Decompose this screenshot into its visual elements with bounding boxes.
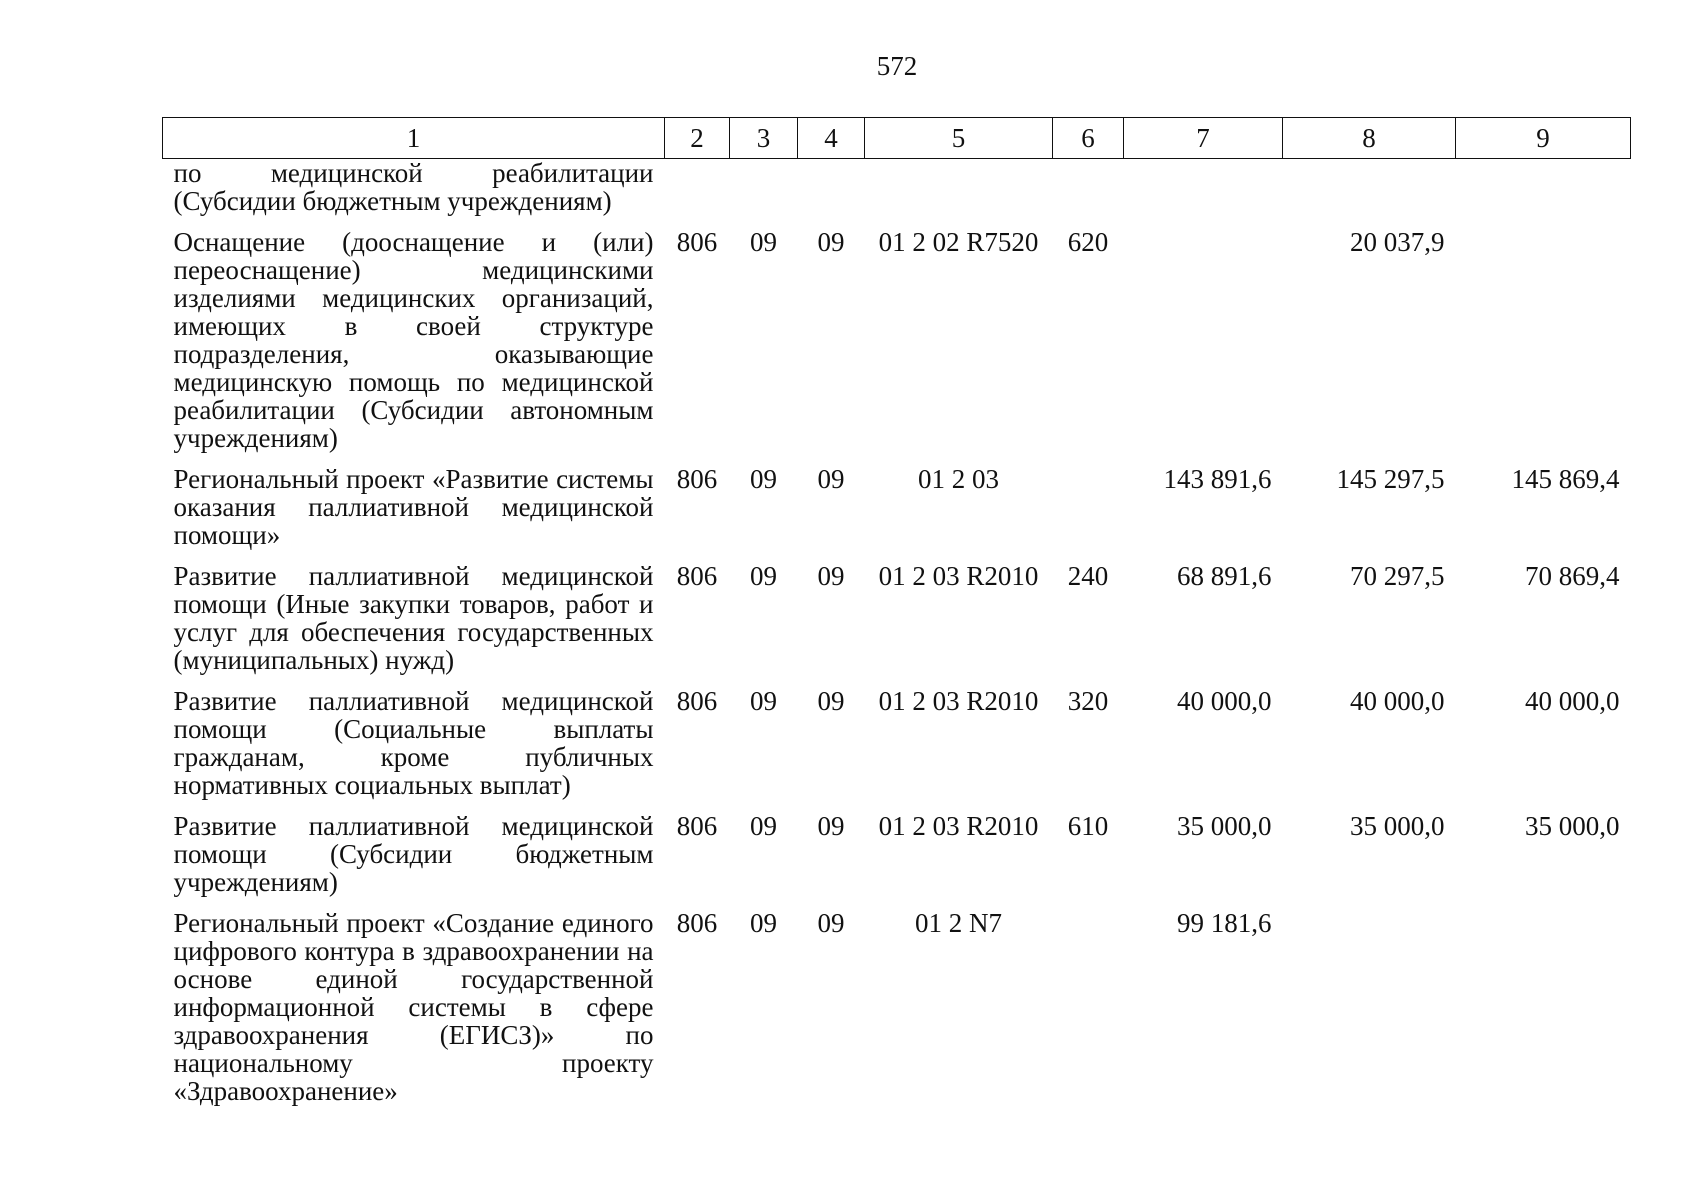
row-description: Региональный проект «Развитие системы оказания паллиативной медицинской помощи» [173,464,654,550]
cell-target-article: 01 2 02 R7520 [878,227,1039,257]
cell-section: 09 [750,686,777,716]
cell-amount-8: 70 297,5 [1350,561,1445,591]
row-description: по медицинской реабилитации (Субсидии бюджетным учреждениям) [173,158,654,216]
cell-ministry: 806 [676,908,718,938]
cell-expense-type: 620 [1067,227,1109,257]
row-description: Развитие паллиативной медицинской помощи (Иные закупки товаров, работ и услуг для обеспечения государственных (муниципальных) нужд) [173,561,654,675]
column-header-2: 2 [665,118,730,159]
row-description: Развитие паллиативной медицинской помощи (Социальные выплаты гражданам, кроме публичных нормативных социальных выплат) [173,686,654,800]
column-header-8: 8 [1283,118,1456,159]
page-number: 572 [876,51,918,81]
cell-target-article [865,159,1053,229]
column-header-3: 3 [730,118,798,159]
cell-subsection: 09 [817,686,845,716]
cell-target-article: 01 2 03 R2010 [878,561,1039,591]
table-row [163,687,1631,812]
cell-target-article: 01 2 03 R2010 [878,686,1039,716]
cell-ministry: 806 [676,561,718,591]
budget-table [162,117,1631,1118]
cell-amount-7 [1124,159,1283,229]
cell-amount-7: 99 181,6 [1177,908,1272,938]
cell-amount-8: 40 000,0 [1350,686,1445,716]
cell-target-article: 01 2 03 [918,464,999,494]
cell-subsection: 09 [817,811,845,841]
cell-section: 09 [750,908,777,938]
table-header [163,118,1631,159]
cell-amount-9 [1456,228,1631,465]
cell-target-article: 01 2 03 R2010 [878,811,1039,841]
cell-amount-7 [1124,228,1283,465]
cell-amount-7: 143 891,6 [1163,464,1272,494]
cell-subsection [798,159,865,229]
table-row [163,159,1631,229]
cell-subsection: 09 [817,908,845,938]
cell-subsection: 09 [817,561,845,591]
cell-amount-8: 35 000,0 [1350,811,1445,841]
cell-section: 09 [750,811,777,841]
cell-section: 09 [750,561,777,591]
row-description: Региональный проект «Создание единого цифрового контура в здравоохранении на основе единой государственной информационной системы в сфере здравоохранения (ЕГИСЗ)» по национальному проекту «Здравоохранение» [173,908,654,1106]
column-header-9: 9 [1456,118,1631,159]
table-row [163,228,1631,465]
cell-subsection: 09 [817,227,845,257]
cell-ministry: 806 [676,464,718,494]
cell-amount-8 [1283,909,1456,1118]
cell-amount-9: 35 000,0 [1525,811,1620,841]
cell-ministry [665,159,730,229]
cell-expense-type [1053,465,1124,562]
cell-ministry: 806 [676,227,718,257]
cell-subsection: 09 [817,464,845,494]
cell-ministry: 806 [676,686,718,716]
column-header-4: 4 [798,118,865,159]
cell-amount-8 [1283,159,1456,229]
cell-amount-7: 68 891,6 [1177,561,1272,591]
column-header-5: 5 [865,118,1053,159]
cell-amount-8: 20 037,9 [1350,227,1445,257]
table-row [163,909,1631,1118]
cell-amount-8: 145 297,5 [1336,464,1445,494]
table-body [163,159,1631,1119]
cell-section [730,159,798,229]
table-row [163,562,1631,687]
cell-amount-9: 145 869,4 [1511,464,1620,494]
cell-ministry: 806 [676,811,718,841]
cell-expense-type [1053,159,1124,229]
cell-amount-7: 35 000,0 [1177,811,1272,841]
column-header-6: 6 [1053,118,1124,159]
cell-expense-type: 610 [1067,811,1109,841]
cell-amount-9 [1456,159,1631,229]
cell-section: 09 [750,227,777,257]
table-row [163,812,1631,909]
row-description: Развитие паллиативной медицинской помощи (Субсидии бюджетным учреждениям) [173,811,654,897]
row-description: Оснащение (дооснащение и (или) переоснащение) медицинскими изделиями медицинских организаций, имеющих в своей структуре подразделения, оказывающие медицинскую помощь по медицинской реабилитации (Субсидии автономным учреждениям) [173,227,654,453]
cell-amount-7: 40 000,0 [1177,686,1272,716]
cell-expense-type: 320 [1067,686,1109,716]
cell-amount-9: 70 869,4 [1525,561,1620,591]
header-row [163,118,1631,159]
column-header-7: 7 [1124,118,1283,159]
cell-amount-9: 40 000,0 [1525,686,1620,716]
cell-section: 09 [750,464,777,494]
cell-target-article: 01 2 N7 [915,908,1002,938]
cell-expense-type [1053,909,1124,1118]
column-header-1: 1 [163,118,665,159]
cell-amount-9 [1456,909,1631,1118]
table-row [163,465,1631,562]
cell-expense-type: 240 [1067,561,1109,591]
